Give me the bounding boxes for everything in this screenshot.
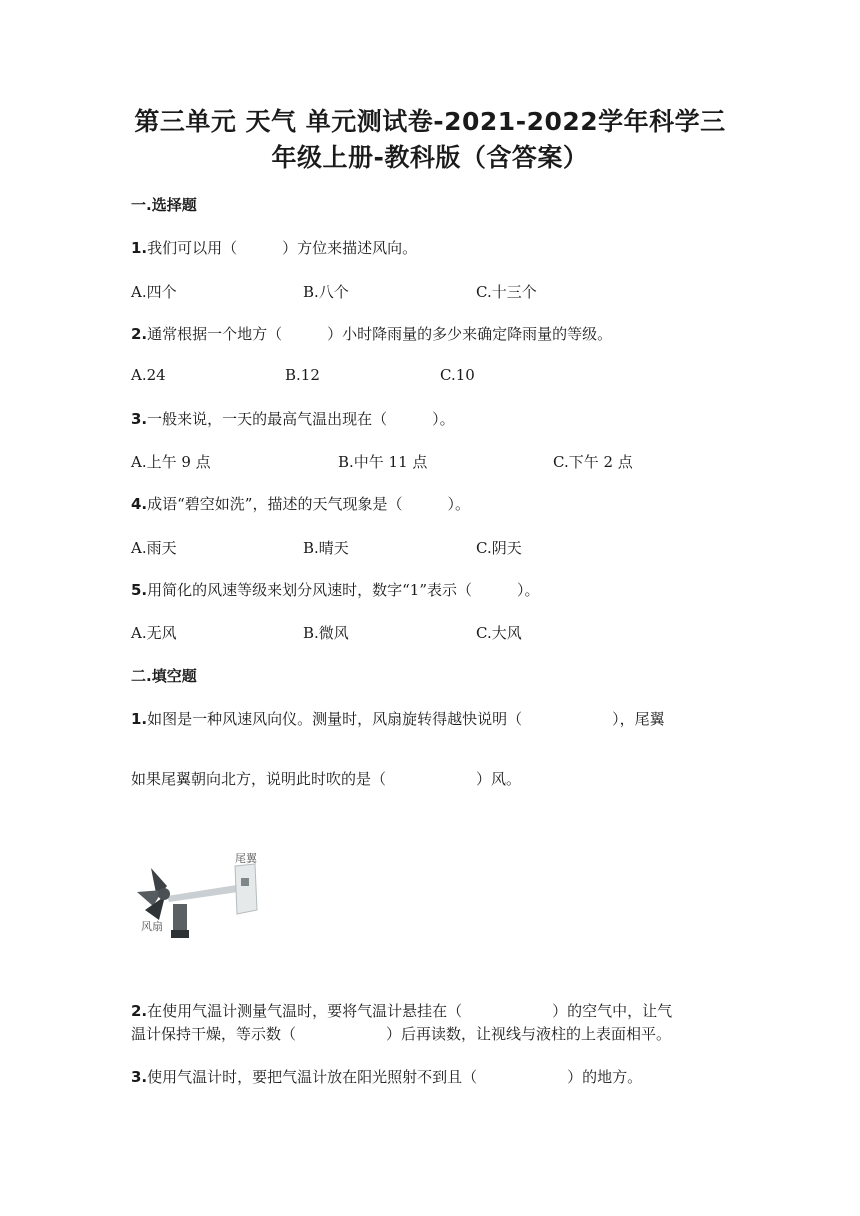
question-number: 2. — [131, 1002, 148, 1020]
question-number: 3. — [131, 410, 148, 428]
choice-2-option-c: C.10 — [440, 366, 475, 384]
fill-question-3 — [131, 1066, 642, 1087]
question-number: 2. — [131, 325, 148, 343]
choice-2-option-a: A.24 — [131, 366, 166, 384]
question-text: 一般来说，一天的最高气温出现在（ ）。 — [147, 410, 455, 428]
question-text: 使用气温计时，要把气温计放在阳光照射不到且（ ）的地方。 — [147, 1068, 643, 1086]
question-text: 如图是一种风速风向仪。测量时，风扇旋转得越快说明（ ），尾翼 — [147, 710, 665, 728]
choice-1-option-b: B.八个 — [303, 283, 349, 301]
choice-3-option-a: A.上午 9 点 — [131, 453, 211, 471]
choice-question-2 — [131, 323, 612, 344]
choice-2-option-b: B.12 — [285, 366, 320, 384]
question-text: 成语“碧空如洗”，描述的天气现象是（ ）。 — [147, 495, 470, 513]
fill-question-2-line-2: 温计保持干燥，等示数（ ）后再读数，让视线与液柱的上表面相平。 — [131, 1025, 672, 1043]
fill-question-2 — [131, 1000, 672, 1021]
page-title-line-2: 年级上册-教科版（含答案） — [271, 143, 589, 172]
question-number: 3. — [131, 1068, 148, 1086]
question-text: 通常根据一个地方（ ）小时降雨量的多少来确定降雨量的等级。 — [147, 325, 613, 343]
choice-question-5 — [131, 579, 540, 600]
choice-3-option-c: C.下午 2 点 — [553, 453, 633, 471]
fill-question-1-line-2: 如果尾翼朝向北方，说明此时吹的是（ ）风。 — [131, 770, 522, 788]
fill-question-1 — [131, 708, 665, 729]
choice-5-option-b: B.微风 — [303, 624, 349, 642]
question-number: 1. — [131, 710, 148, 728]
choice-question-4 — [131, 493, 470, 514]
section-heading-fill: 二.填空题 — [131, 667, 197, 685]
choice-1-option-a: A.四个 — [131, 283, 177, 301]
fan-label: 风扇 — [141, 920, 163, 933]
choice-4-option-c: C.阴天 — [476, 539, 522, 557]
choice-4-option-b: B.晴天 — [303, 539, 349, 557]
choice-5-option-a: A.无风 — [131, 624, 177, 642]
choice-1-option-c: C.十三个 — [476, 283, 537, 301]
question-text: 我们可以用（ ）方位来描述风向。 — [147, 239, 418, 257]
question-text: 用简化的风速等级来划分风速时，数字“1”表示（ ）。 — [147, 581, 540, 599]
choice-question-3 — [131, 408, 455, 429]
choice-3-option-b: B.中午 11 点 — [338, 453, 428, 471]
choice-4-option-a: A.雨天 — [131, 539, 177, 557]
choice-question-1 — [131, 237, 417, 258]
question-number: 4. — [131, 495, 148, 513]
question-number: 5. — [131, 581, 148, 599]
page-title-line-1: 第三单元 天气 单元测试卷-2021-2022学年科学三 — [134, 107, 726, 136]
tail-fin-label: 尾翼 — [235, 852, 257, 865]
wind-vane-figure — [131, 838, 281, 950]
choice-5-option-c: C.大风 — [476, 624, 522, 642]
section-heading-choice: 一.选择题 — [131, 196, 197, 214]
question-number: 1. — [131, 239, 148, 257]
question-text: 在使用气温计测量气温时，要将气温计悬挂在（ ）的空气中，让气 — [147, 1002, 673, 1020]
